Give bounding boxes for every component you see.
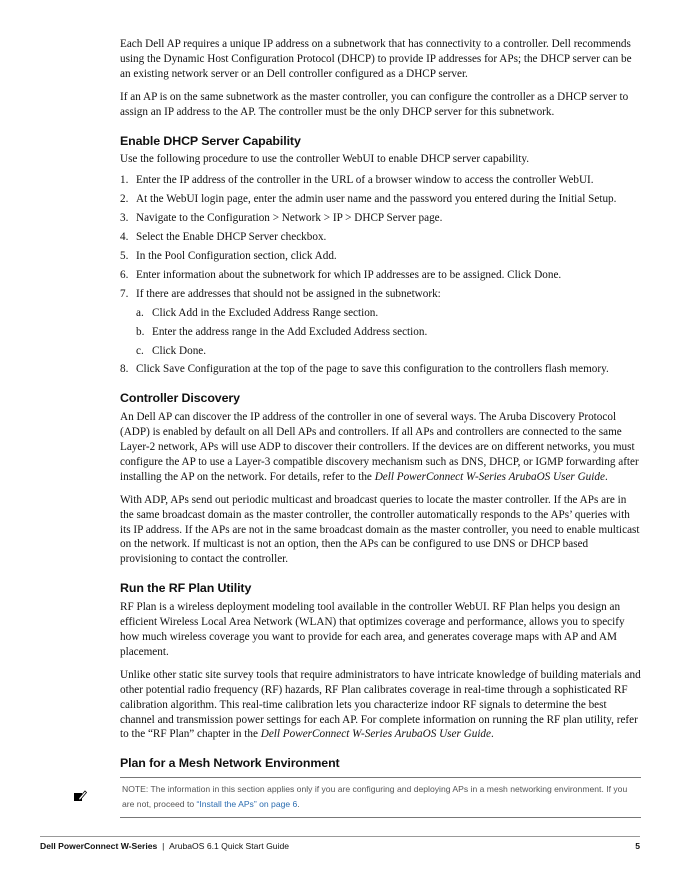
mesh-heading: Plan for a Mesh Network Environment [120, 756, 340, 771]
main-content [120, 37, 642, 775]
step-text: If there are addresses that should not be assigned in the subnetwork: [136, 287, 441, 300]
substep-text: Click Add in the Excluded Address Range section. [152, 306, 379, 319]
substep-letter: a. [136, 306, 144, 319]
discovery-text-end: . [604, 470, 608, 483]
footer-title [40, 841, 289, 851]
dhcp-steps-list [120, 173, 642, 377]
list-item [136, 325, 642, 340]
step-text: Enter the IP address of the controller in the URL of a browser window to access the controller WebUI. [136, 174, 594, 187]
step-number: 8. [120, 363, 129, 376]
page-footer [40, 836, 640, 851]
list-item [120, 362, 642, 377]
rfplan-text-end: . [491, 728, 494, 741]
note-text-end: . [297, 799, 300, 809]
note-box [120, 777, 641, 818]
step-text: Select the Enable DHCP Server checkbox. [136, 231, 327, 244]
step-text: Enter information about the subnetwork for which IP addresses are to be assigned. Click Done. [136, 268, 562, 281]
step-number: 5. [120, 249, 129, 262]
step-number: 2. [120, 193, 129, 206]
footer-guide: ArubaOS 6.1 Quick Start Guide [169, 841, 290, 851]
discovery-paragraph-2: With ADP, APs send out periodic multicast and broadcast queries to locate the master controller. If the APs are in the same broadcast domain as the master controller, the controller automatically responds to the APs’ queries with its IP address. If the APs are not in the same broadcast domain as the master controller, you need to enable multicast on the network. If multicast is not an option, then the APs can be configured to use DNS or DHCP based provisioning to contact the controller. [120, 493, 640, 566]
page-number: 5 [635, 841, 640, 851]
list-item [136, 306, 642, 321]
discovery-text: An Dell AP can discover the IP address of the controller in one of several ways. The Aruba Discovery Protocol (ADP) is enabled by default on all Dell APs and controllers. If all APs and controllers are connected to the same Layer-2 network, APs will use ADP to discover their controllers. If the devices are on different networks, you must configure the AP to use a Layer-3 compatible discovery mechanism such as DNS, DHCP, or IGMP forwarding after installing the AP on the network. For details, refer to the [120, 411, 639, 483]
substep-text: Enter the address range in the Add Excluded Address section. [152, 325, 428, 338]
list-item [136, 344, 642, 359]
list-item [120, 249, 642, 264]
list-item [120, 211, 642, 226]
step-number: 4. [120, 231, 129, 244]
footer-separator: | [162, 841, 165, 851]
dhcp-heading: Enable DHCP Server Capability [120, 133, 301, 148]
step-number: 1. [120, 174, 129, 187]
substep-letter: b. [136, 325, 145, 338]
user-guide-reference: Dell PowerConnect W-Series ArubaOS User Guide [374, 470, 605, 483]
rfplan-paragraph-1: RF Plan is a wireless deployment modeling tool available in the controller WebUI. RF Plan helps you design an efficient Wireless Local Area Network (WLAN) that optimizes coverage and performance, allows you to specify how much wireless coverage you want to provide for each area, and generates coverage maps with AP and AM placement. [120, 601, 625, 658]
step-number: 3. [120, 212, 129, 225]
pencil-note-icon [73, 790, 87, 802]
list-item [120, 192, 642, 207]
list-item [120, 173, 642, 188]
discovery-paragraph-1 [120, 410, 642, 485]
footer-product: Dell PowerConnect W-Series [40, 841, 158, 851]
intro-paragraph-1: Each Dell AP requires a unique IP address on a subnetwork that has connectivity to a controller. Dell recommends using the Dynamic Host Configuration Protocol (DHCP) to provide IP addresses for APs; the DHCP server can be an existing network server or an Dell controller configured as a DHCP server. [120, 38, 632, 80]
step-text: At the WebUI login page, enter the admin user name and the password you entered during the Initial Setup. [136, 193, 617, 206]
substep-text: Click Done. [152, 344, 207, 357]
user-guide-reference: Dell PowerConnect W-Series ArubaOS User Guide [260, 728, 491, 741]
step-number: 7. [120, 287, 129, 300]
rfplan-paragraph-2 [120, 668, 642, 743]
install-aps-link[interactable]: “Install the APs” on page 6 [196, 799, 298, 809]
intro-paragraph-2: If an AP is on the same subnetwork as the master controller, you can configure the controller as a DHCP server to assign an IP address to the AP. The controller must be the only DHCP server for this subnetwork. [120, 90, 629, 118]
step-text: Click Save Configuration at the top of the page to save this configuration to the controllers flash memory. [136, 363, 609, 376]
rfplan-text: Unlike other static site survey tools that require administrators to have intricate knowledge of building materials and other potential radio frequency (RF) hazards, RF Plan calibrates coverage in real-time through a sophisticated RF calibration algorithm. This real-time calibration lets you characterize indoor RF signals to determine the best channel and transmission power settings for each AP. For complete information on running the RF plan utility, refer to the “RF Plan” chapter in the [120, 668, 641, 741]
step-text: In the Pool Configuration section, click Add. [136, 249, 337, 262]
dhcp-lead: Use the following procedure to use the controller WebUI to enable DHCP server capability. [120, 153, 530, 166]
rfplan-heading: Run the RF Plan Utility [120, 581, 252, 596]
step-text: Navigate to the Configuration > Network > IP > DHCP Server page. [136, 212, 443, 225]
discovery-heading: Controller Discovery [120, 391, 240, 406]
step-number: 6. [120, 268, 129, 281]
list-item [120, 287, 642, 359]
list-item [120, 268, 642, 283]
substep-letter: c. [136, 344, 144, 357]
list-item [120, 230, 642, 245]
note-text: NOTE: The information in this section applies only if you are configuring and deploying APs in a mesh networking environment. If you are not, proceed to [122, 784, 628, 809]
substeps-list [136, 306, 642, 359]
